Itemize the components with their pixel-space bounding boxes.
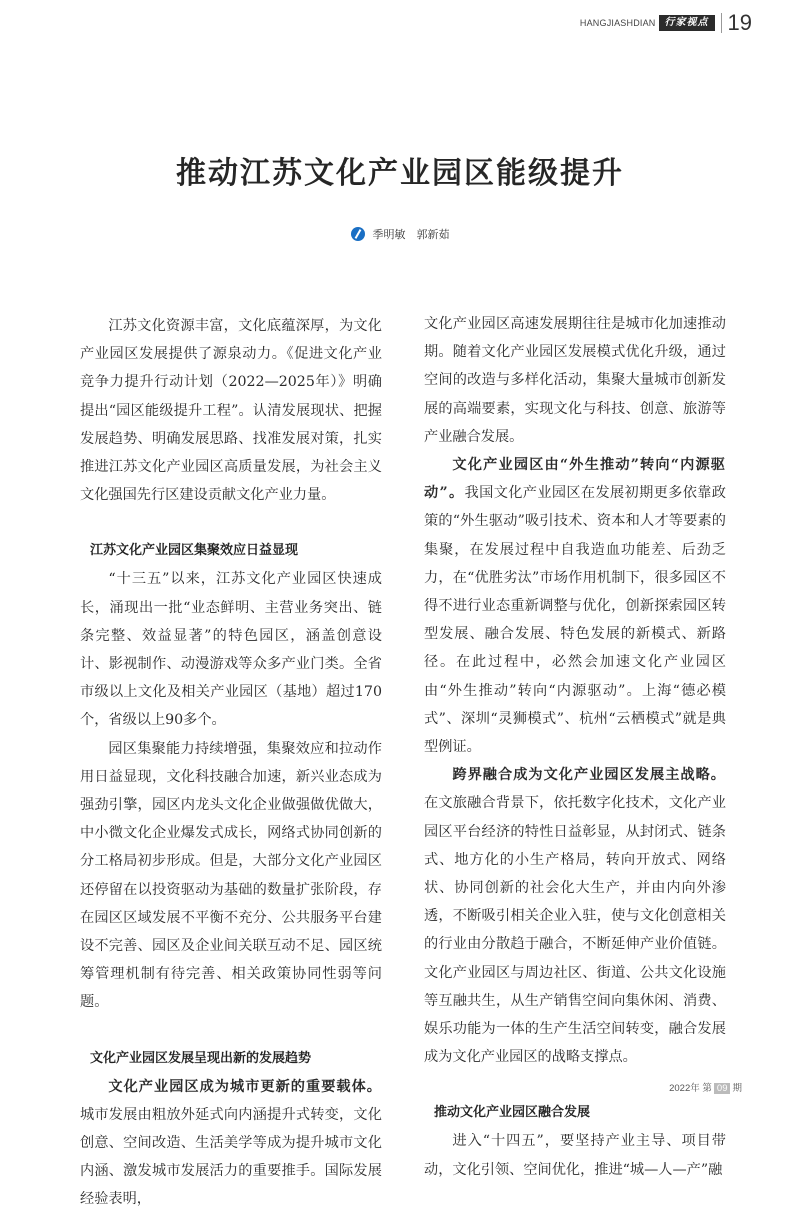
page-header xyxy=(580,10,752,36)
paragraph: “十三五”以来，江苏文化产业园区快速成长，涌现出一批“业态鲜明、主营业务突出、链条完整、效益显著”的特色园区，涵盖创意设计、影视制作、动漫游戏等众多产业门类。全省市级以上文化及相关产业园区（基地）超过170个，省级以上90多个。 xyxy=(80,571,382,729)
paragraph: 园区集聚能力持续增强，集聚效应和拉动作用日益显现，文化科技融合加速，新兴业态成为强劲引擎，园区内龙头文化企业做强做优做大，中小微文化企业爆发式成长，网络式协同创新的分工格局初步形成。但是，大部分文化产业园区还停留在以投资驱动为基础的数量扩张阶段，存在园区区域发展不平衡不充分、公共服务平台建设不完善、园区及企业间关联互动不足、园区统筹管理机制有待完善、相关政策协同性弱等问题。 xyxy=(80,740,382,1011)
footer-di: 第 xyxy=(702,1083,712,1094)
author-line xyxy=(0,226,800,242)
paragraph: 文化产业园区高速发展期往往是城市化加速推动期。随着文化产业园区发展模式优化升级，通过空间的改造与多样化活动，集聚大量城市创新发展的高端要素，实现文化与科技、创意、旅游等产业融合发展。 xyxy=(424,316,726,445)
paragraph xyxy=(80,1073,382,1214)
paragraph: 江苏文化资源丰富，文化底蕴深厚，为文化产业园区发展提供了源泉动力。《促进文化产业竞争力提升行动计划（2022—2025年）》明确提出“园区能级提升工程”。认清发展现状、把握发展趋势、明确发展思路、找准发展对策，扎实推进江苏文化产业园区高质量发展，为社会主义文化强国先行区建设贡献文化产业力量。 xyxy=(80,318,382,504)
paragraph xyxy=(424,761,726,1071)
section-heading: 文化产业园区发展呈现出新的发展趋势 xyxy=(90,1050,312,1066)
header-brand: HANGJIASHDIAN xyxy=(579,18,656,28)
footer-issue: 09 xyxy=(714,1083,731,1094)
paragraph-text: 城市发展由粗放外延式向内涵提升式转变，文化创意、空间改造、生活美学等成为提升城市文化内涵、激发城市发展活力的重要推手。国际发展经验表明， xyxy=(80,1106,382,1208)
paragraph xyxy=(424,451,726,761)
author-names: 季明敏 郭新茹 xyxy=(372,228,450,241)
page-number: 19 xyxy=(727,10,752,35)
footer-qi: 期 xyxy=(732,1083,742,1094)
header-section-label: 行家视点 xyxy=(659,15,715,31)
page-footer xyxy=(669,1080,742,1094)
paragraph-text: 我国文化产业园区在发展初期更多依靠政策的“外生驱动”吸引技术、资本和人才等要素的集聚，在发展过程中自我造血功能差、后劲乏力，在“优胜劣汰”市场作用机制下，很多园区不得不进行业态重新调整与优化，创新探索园区转型发展、融合发展、特色发展的新模式、新路径。在此过程中，必然会加速文化产业园区由“外生推动”转向“内源驱动”。上海“德必模式”、深圳“灵狮模式”、杭州“云栖模式”就是典型例证。 xyxy=(424,485,726,756)
left-column xyxy=(80,312,382,1214)
right-column xyxy=(424,310,726,1184)
paragraph-lead: 文化产业园区由“外生推动”转向“内源驱动”。 xyxy=(424,457,726,502)
header-divider xyxy=(721,13,722,33)
paragraph-lead: 文化产业园区成为城市更新的重要载体。 xyxy=(108,1078,382,1095)
footer-year: 2022年 xyxy=(669,1083,700,1094)
section-heading: 江苏文化产业园区集聚效应日益显现 xyxy=(90,543,299,559)
paragraph-text: 在文旅融合背景下，依托数字化技术，文化产业园区平台经济的特性日益彰显，从封闭式、链条式、地方化的小生产格局，转向开放式、网络状、协同创新的社会化大生产，并由内向外渗透，不断吸引相关企业入驻，使与文化创意相关的行业由分散趋于融合，不断延伸产业价值链。文化产业园区与周边社区、街道、公共文化设施等互融共生，从生产销售空间向集休闲、消费、娱乐功能为一体的生产生活空间转变，融合发展成为文化产业园区的战略支撑点。 xyxy=(424,795,726,1066)
section-heading: 推动文化产业园区融合发展 xyxy=(434,1105,591,1121)
article-title: 推动江苏文化产业园区能级提升 xyxy=(176,156,624,191)
pen-icon xyxy=(351,227,365,241)
paragraph: 进入“十四五”，要坚持产业主导、项目带动，文化引领、空间优化，推进“城—人—产”融 xyxy=(424,1133,726,1178)
paragraph-lead: 跨界融合成为文化产业园区发展主战略。 xyxy=(452,767,726,784)
